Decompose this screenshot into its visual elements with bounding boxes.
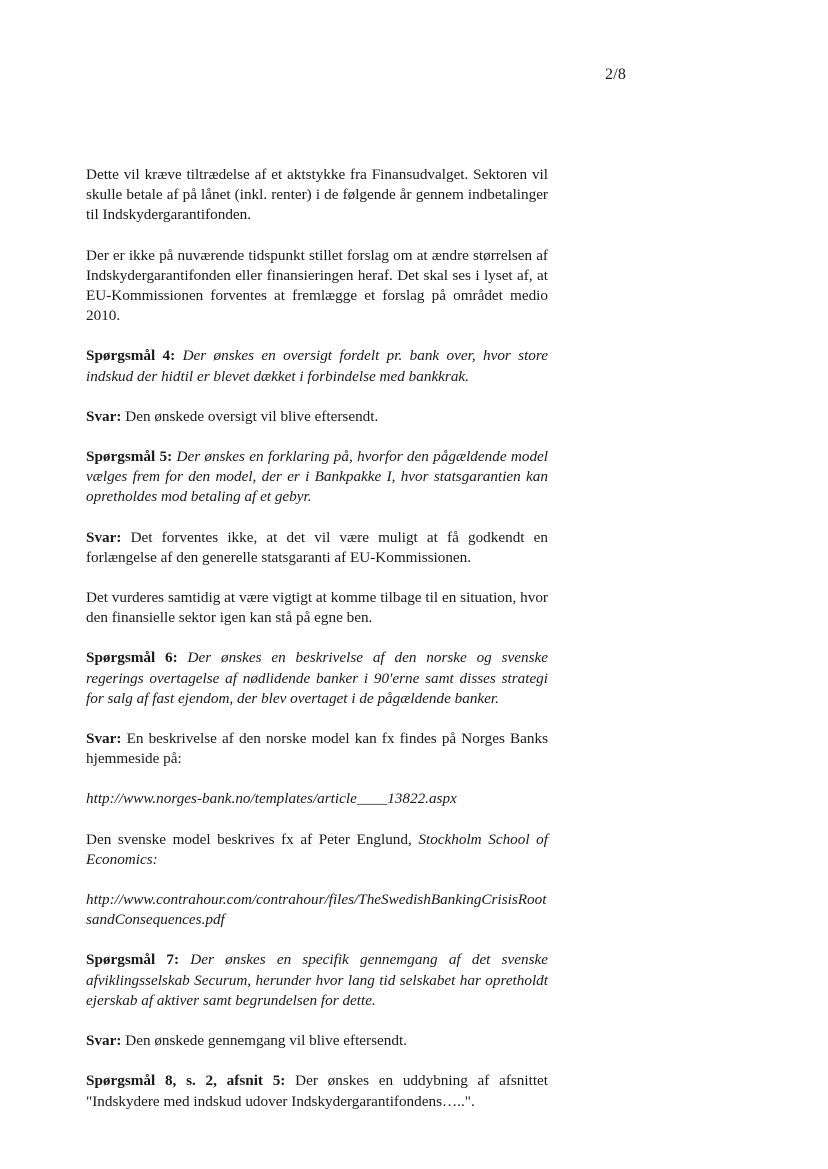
paragraph-4-source: Stockholm School of Economics: xyxy=(86,830,548,868)
question-7 xyxy=(86,950,548,1011)
answer-5 xyxy=(86,528,548,568)
question-7-label: Spørgsmål 7: xyxy=(86,951,180,969)
question-5-text: Der ønskes en forklaring på, hvorfor den pågældende model vælges frem for den model, der er i Bankpakke I, hvor statsgarantien kan opretholdes mod betaling af et gebyr. xyxy=(86,448,548,506)
answer-7-label: Svar: xyxy=(86,1032,122,1050)
question-4-label: Spørgsmål 4: xyxy=(86,347,176,365)
question-6 xyxy=(86,648,548,709)
question-5-label: Spørgsmål 5: xyxy=(86,448,173,466)
answer-4 xyxy=(86,407,548,427)
question-5 xyxy=(86,447,548,508)
paragraph-4 xyxy=(86,830,548,870)
question-8-label: Spørgsmål 8, s. 2, afsnit 5: xyxy=(86,1072,286,1090)
question-4 xyxy=(86,346,548,386)
norges-bank-link[interactable]: http://www.norges-bank.no/templates/article____13822.aspx xyxy=(86,790,457,808)
document-body xyxy=(86,165,548,1132)
answer-7-text: Den ønskede gennemgang vil blive eftersendt. xyxy=(125,1032,407,1050)
question-7-text: Der ønskes en specifik gennemgang af det svenske afviklingsselskab Securum, herunder hvor lang tid selskabet har opretholdt ejerskab af aktiver samt begrundelsen for dette. xyxy=(86,951,548,1009)
paragraph-1: Dette vil kræve tiltrædelse af et aktstykke fra Finansudvalget. Sektoren vil skulle betale af på lånet (inkl. renter) i de følgende år gennem indbetalinger til Indskydergarantifonden. xyxy=(86,166,548,224)
question-6-label: Spørgsmål 6: xyxy=(86,649,178,667)
answer-6-text: En beskrivelse af den norske model kan fx findes på Norges Banks hjemmeside på: xyxy=(86,730,548,768)
paragraph-3: Det vurderes samtidig at være vigtigt at komme tilbage til en situation, hvor den finansielle sektor igen kan stå på egne ben. xyxy=(86,589,548,627)
page-number: 2/8 xyxy=(605,66,627,83)
paragraph-4-text: Den svenske model beskrives fx af Peter Englund, xyxy=(86,830,412,848)
answer-4-label: Svar: xyxy=(86,407,122,425)
paragraph-2: Der er ikke på nuværende tidspunkt stillet forslag om at ændre størrelsen af Indskydergarantifonden eller finansieringen heraf. Det skal ses i lyset af, at EU-Kommissionen forventes at fremlægge et forslag på området medio 2010. xyxy=(86,246,548,325)
answer-6-label: Svar: xyxy=(86,730,122,748)
answer-6 xyxy=(86,729,548,769)
answer-7 xyxy=(86,1031,548,1051)
contrahour-link[interactable]: http://www.contrahour.com/contrahour/files/TheSwedishBankingCrisisRootsandConsequences.pdf xyxy=(86,891,547,929)
question-4-text: Der ønskes en oversigt fordelt pr. bank over, hvor store indskud der hidtil er blevet dækket i forbindelse med bankkrak. xyxy=(86,347,548,385)
answer-5-text: Det forventes ikke, at det vil være muligt at få godkendt en forlængelse af den generelle statsgaranti af EU-Kommissionen. xyxy=(86,528,548,566)
question-6-text: Der ønskes en beskrivelse af den norske og svenske regerings overtagelse af nødlidende banker i 90'erne samt disses strategi for salg af fast ejendom, der blev overtaget i de pågældende banker. xyxy=(86,649,548,707)
answer-4-text: Den ønskede oversigt vil blive eftersendt. xyxy=(125,407,379,425)
question-8 xyxy=(86,1071,548,1111)
question-8-text: Der ønskes en uddybning af afsnittet "Indskydere med indskud udover Indskydergarantifondens…..". xyxy=(86,1072,549,1110)
answer-5-label: Svar: xyxy=(86,528,122,546)
